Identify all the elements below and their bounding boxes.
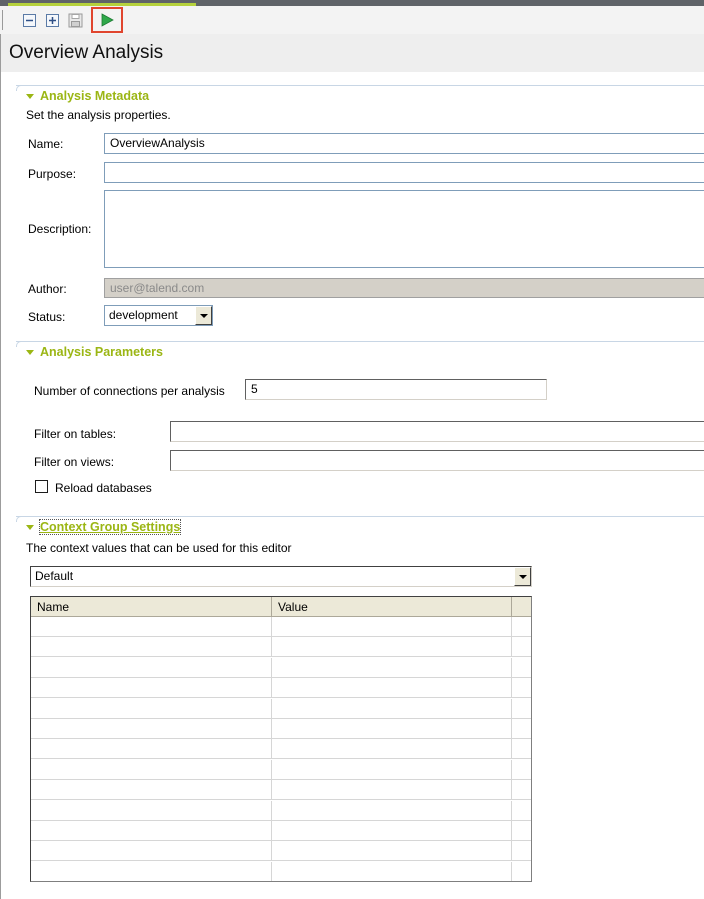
cell-name[interactable]: [31, 780, 272, 800]
section-border: [16, 85, 704, 86]
status-value: development: [109, 308, 178, 322]
author-input: user@talend.com: [104, 278, 704, 298]
cell-value[interactable]: [272, 699, 512, 719]
toolbar-separator: [2, 10, 3, 30]
table-row[interactable]: [31, 699, 531, 719]
description-label: Description:: [28, 222, 92, 236]
status-dropdown[interactable]: [104, 305, 213, 326]
cell-value[interactable]: [272, 678, 512, 698]
section-title: Context Group Settings: [40, 520, 181, 534]
status-label: Status:: [28, 310, 66, 324]
collapse-all-icon: [23, 14, 36, 27]
section-title: Analysis Metadata: [40, 89, 150, 103]
reload-databases-label: Reload databases: [55, 481, 152, 495]
cell-value[interactable]: [272, 637, 512, 657]
expanded-triangle-icon: [26, 350, 34, 355]
cell-value[interactable]: [272, 801, 512, 821]
save-button[interactable]: [67, 12, 83, 28]
collapse-all-button[interactable]: [21, 12, 37, 28]
column-header-name[interactable]: Name: [31, 597, 272, 617]
cell-name[interactable]: [31, 617, 272, 637]
analysis-metadata-toggle[interactable]: [26, 89, 149, 103]
author-label: Author:: [28, 282, 67, 296]
cell-value[interactable]: [272, 780, 512, 800]
editor-left-border: [0, 34, 1, 899]
cell-value[interactable]: [272, 719, 512, 739]
section-title: Analysis Parameters: [40, 345, 163, 359]
cell-value[interactable]: [272, 658, 512, 678]
table-row[interactable]: [31, 780, 531, 800]
purpose-input[interactable]: [104, 162, 704, 183]
chevron-down-icon: [519, 575, 527, 579]
table-row[interactable]: [31, 862, 531, 882]
expand-all-icon: [46, 14, 59, 27]
cell-name[interactable]: [31, 801, 272, 821]
expanded-triangle-icon: [26, 525, 34, 530]
context-table[interactable]: [30, 596, 532, 882]
page-title: Overview Analysis: [9, 42, 164, 63]
cell-name[interactable]: [31, 658, 272, 678]
dropdown-arrow-button[interactable]: [195, 306, 212, 325]
save-icon: [68, 13, 83, 28]
expand-all-button[interactable]: [44, 12, 60, 28]
analysis-parameters-toggle[interactable]: [26, 345, 163, 359]
expanded-triangle-icon: [26, 94, 34, 99]
table-row[interactable]: [31, 617, 531, 637]
table-row[interactable]: [31, 719, 531, 739]
context-group-settings-toggle[interactable]: [26, 520, 180, 534]
connections-label: Number of connections per analysis: [34, 384, 225, 398]
run-icon: [100, 13, 114, 27]
name-label: Name:: [28, 137, 64, 151]
table-row[interactable]: [31, 678, 531, 698]
run-button[interactable]: [91, 7, 123, 33]
dropdown-arrow-button[interactable]: [514, 567, 531, 586]
section-border: [16, 516, 704, 517]
cell-value[interactable]: [272, 862, 512, 882]
cell-name[interactable]: [31, 637, 272, 657]
cell-value[interactable]: [272, 739, 512, 759]
cell-name[interactable]: [31, 862, 272, 882]
section-description: The context values that can be used for this editor: [26, 541, 292, 555]
filter-tables-label: Filter on tables:: [34, 427, 117, 441]
table-row[interactable]: [31, 801, 531, 821]
cell-name[interactable]: [31, 760, 272, 780]
cell-value[interactable]: [272, 617, 512, 637]
reload-databases-checkbox[interactable]: [35, 480, 48, 493]
filter-views-label: Filter on views:: [34, 455, 115, 469]
cell-name[interactable]: [31, 821, 272, 841]
cell-value[interactable]: [272, 760, 512, 780]
cell-name[interactable]: [31, 841, 272, 861]
table-row[interactable]: [31, 821, 531, 841]
context-group-dropdown[interactable]: [30, 566, 532, 587]
column-header-value[interactable]: Value: [272, 597, 512, 617]
connections-input[interactable]: 5: [245, 379, 547, 400]
table-row[interactable]: [31, 637, 531, 657]
name-input[interactable]: OverviewAnalysis: [104, 133, 704, 154]
cell-value[interactable]: [272, 841, 512, 861]
description-textarea[interactable]: [104, 190, 704, 268]
table-row[interactable]: [31, 658, 531, 678]
table-row[interactable]: [31, 841, 531, 861]
purpose-label: Purpose:: [28, 167, 77, 181]
context-group-value: Default: [35, 569, 74, 583]
table-row[interactable]: [31, 739, 531, 759]
filter-tables-input[interactable]: [170, 421, 704, 442]
table-row[interactable]: [31, 760, 531, 780]
chevron-down-icon: [200, 314, 208, 318]
cell-value[interactable]: [272, 821, 512, 841]
cell-name[interactable]: [31, 739, 272, 759]
column-header-filler: [512, 597, 532, 617]
cell-name[interactable]: [31, 699, 272, 719]
cell-name[interactable]: [31, 678, 272, 698]
filter-views-input[interactable]: [170, 450, 704, 471]
cell-name[interactable]: [31, 719, 272, 739]
section-border: [16, 341, 704, 342]
table-header: [31, 597, 531, 617]
section-description: Set the analysis properties.: [26, 108, 171, 122]
